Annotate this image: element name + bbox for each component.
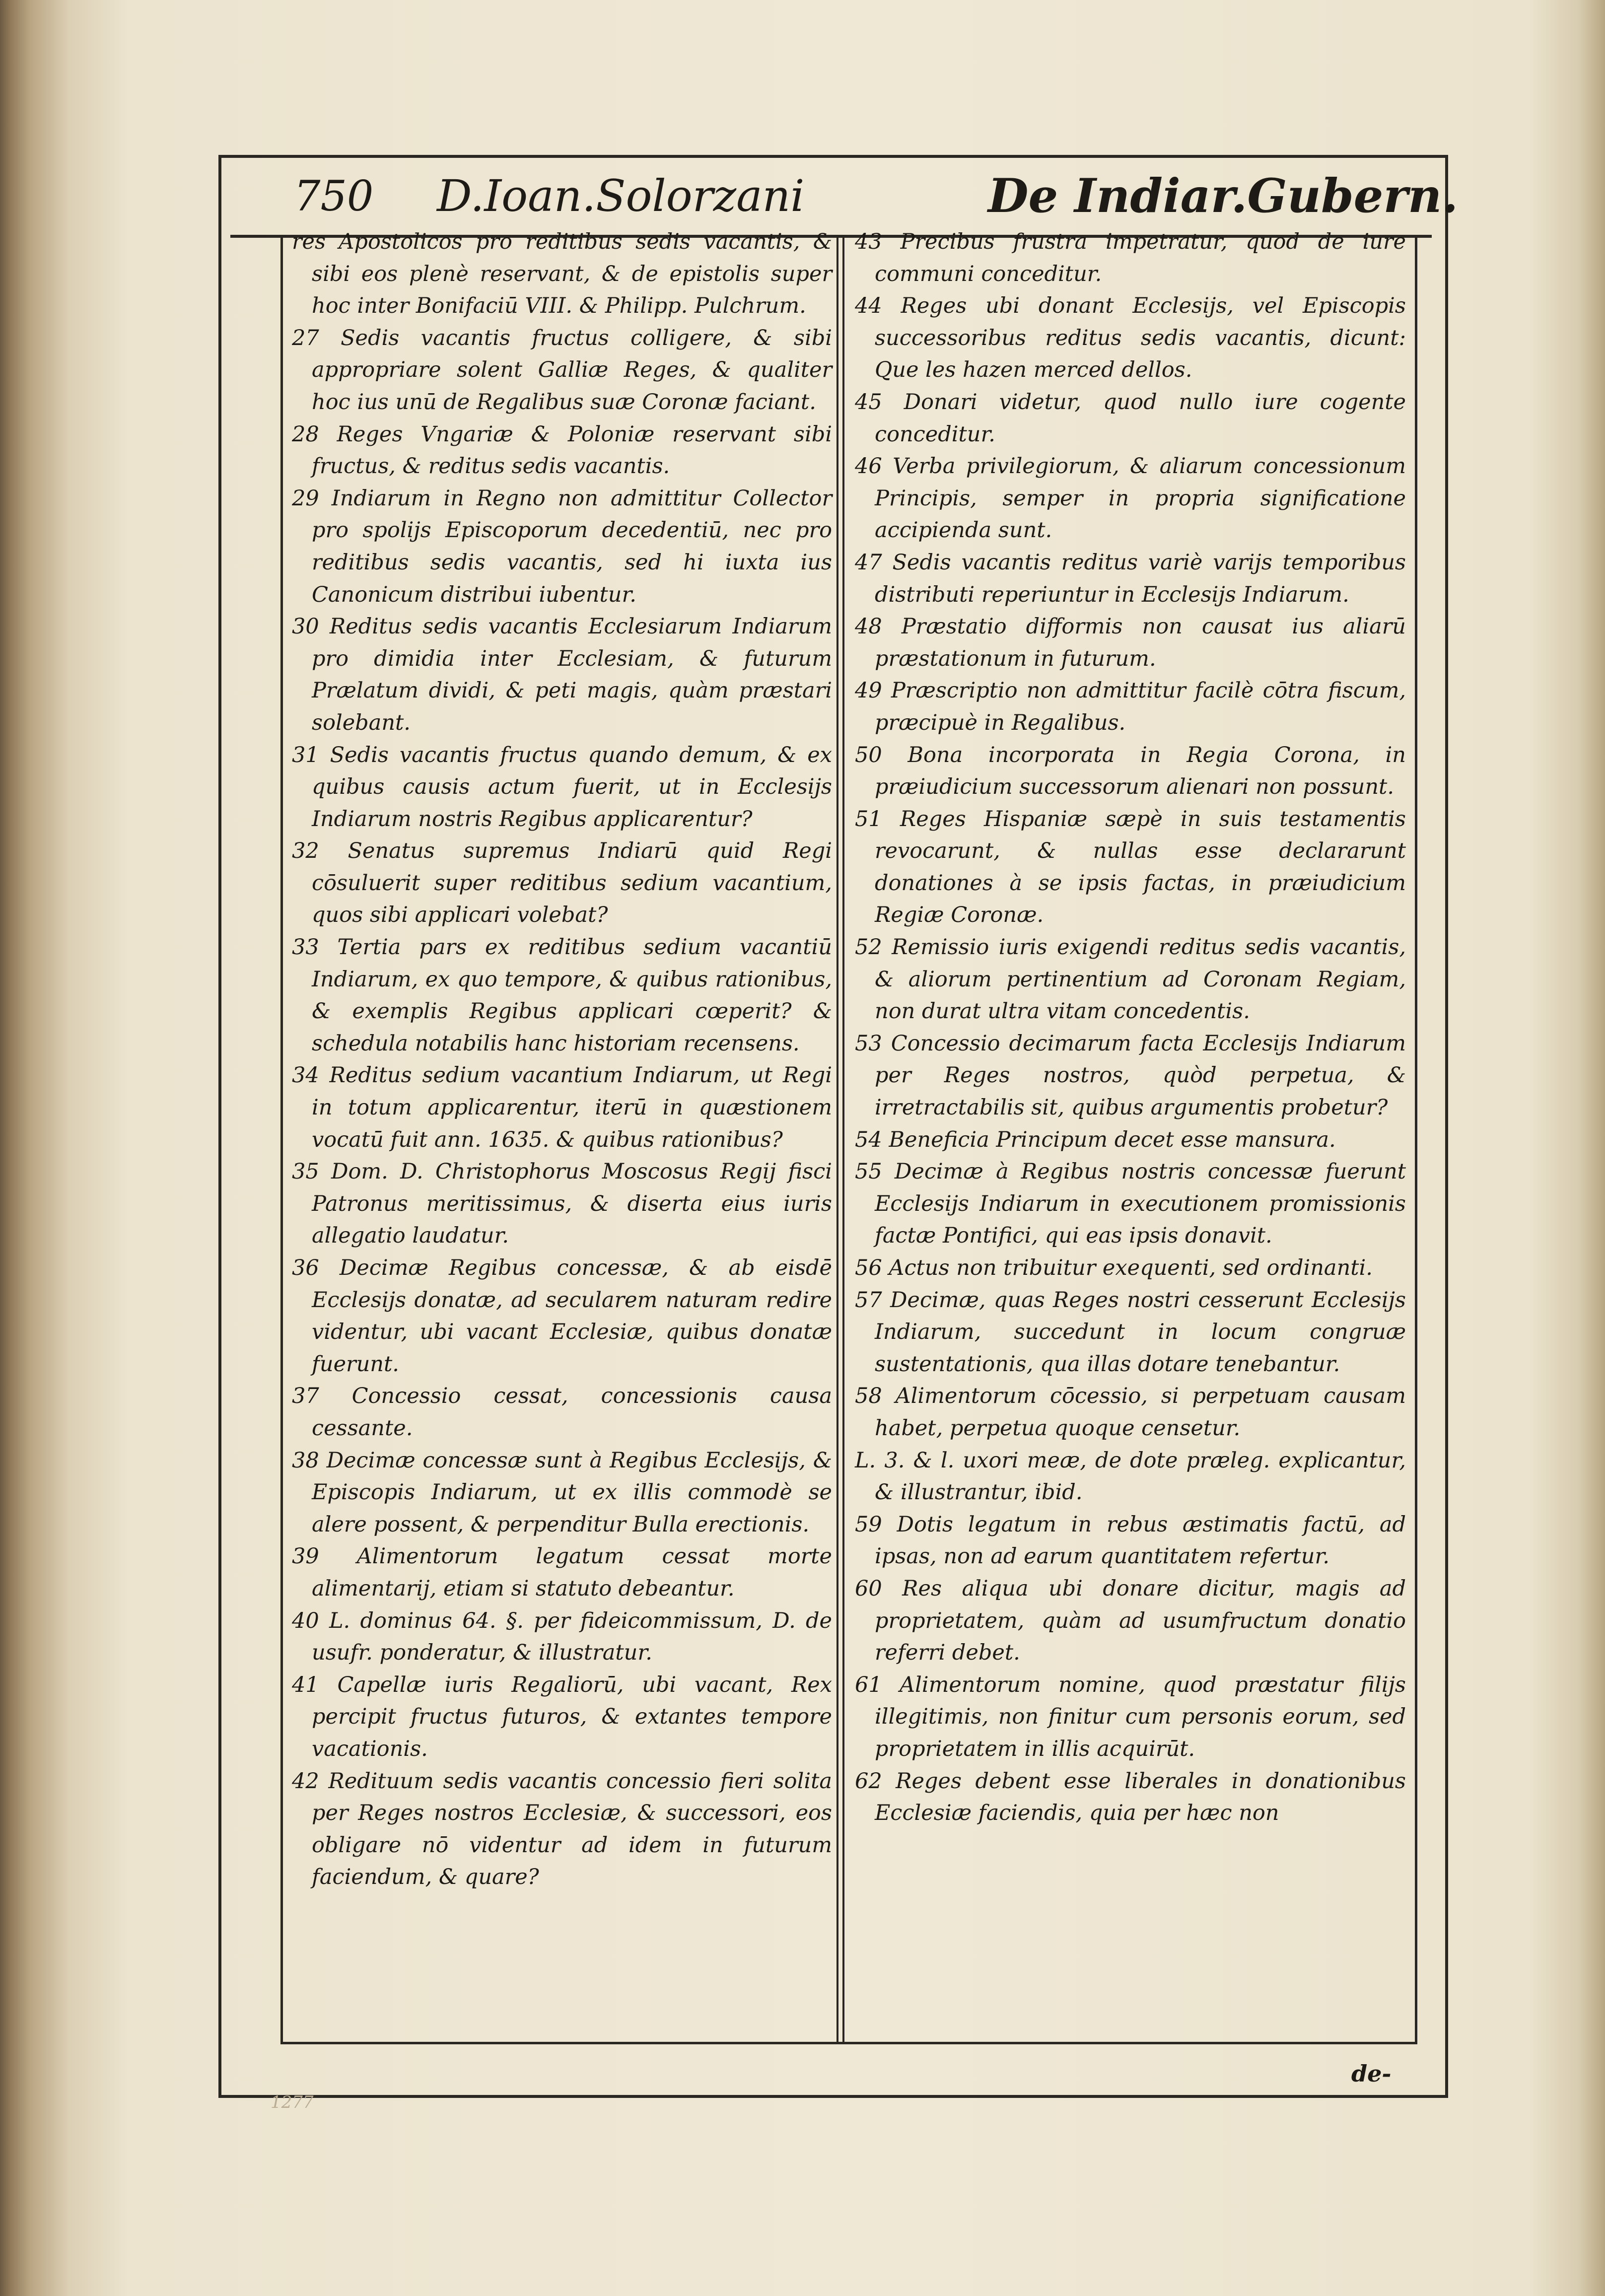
- index-entry: [855, 386, 1406, 450]
- index-entry: [855, 226, 1406, 290]
- running-head-title: De Indiar.Gubern.: [988, 169, 1459, 223]
- index-entry: [292, 931, 832, 1059]
- entry-text: Reges debent esse liberales in donationibus Ecclesiæ faciendis, quia per hæc non: [875, 1768, 1406, 1826]
- entry-number: 62: [855, 1768, 882, 1794]
- entry-number: 51: [855, 806, 882, 832]
- entry-text: Reditus sedis vacantis Ecclesiarum Indiarum pro dimidia inter Ecclesiam, & futurum Prælatum dividi, & peti magis, quàm præstari solebant.: [312, 614, 833, 735]
- entry-text: Præscriptio non admittitur facilè cōtra fiscum, præcipuè in Regalibus.: [875, 678, 1406, 735]
- entry-number: 28: [292, 421, 319, 447]
- index-entry: [855, 1028, 1406, 1124]
- entry-number: 31: [292, 742, 319, 767]
- index-entry: [855, 1380, 1406, 1444]
- entry-text: Alimentorum nomine, quod præstatur filijs illegitimis, non finitur cum personis eorum, sed proprietatem in illis acquirūt.: [875, 1672, 1406, 1761]
- entry-number: 35: [292, 1159, 319, 1184]
- entry-number: 33: [292, 935, 319, 960]
- index-entry: [292, 1540, 832, 1604]
- margin-stamp: 1277: [271, 2092, 314, 2112]
- entry-number: 61: [855, 1672, 882, 1697]
- entry-number: 60: [855, 1576, 882, 1601]
- entry-text: Reges Vngariæ & Poloniæ reservant sibi fructus, & reditus sedis vacantis.: [312, 421, 832, 479]
- index-entry: [292, 1252, 832, 1380]
- entry-text: Decimæ, quas Reges nostri cesserunt Ecclesijs Indiarum, succedunt in locum congruæ sustentationis, qua illas dotare tenebantur.: [875, 1287, 1406, 1377]
- right-column: [855, 226, 1406, 1829]
- index-entry: [855, 290, 1406, 386]
- index-entry: [292, 611, 832, 739]
- entry-text: Tertia pars ex reditibus sedium vacantiū Indiarum, ex quo tempore, & quibus rationibus, & exemplis Regibus applicari cœperit? & schedula notabilis hanc historiam recensens.: [312, 935, 832, 1056]
- entry-number: 53: [855, 1031, 882, 1056]
- entry-number: 29: [292, 486, 319, 511]
- index-entry: [292, 418, 832, 483]
- entry-number: 36: [292, 1255, 319, 1280]
- entry-number: 43: [855, 229, 882, 254]
- entry-number: 45: [855, 389, 882, 415]
- entry-text: Dotis legatum in rebus æstimatis factū, ad ipsas, non ad earum quantitatem refertur.: [875, 1512, 1406, 1569]
- entry-text: Concessio decimarum facta Ecclesijs Indiarum per Reges nostros, quòd perpetua, & irretractabilis sit, quibus argumentis probetur?: [875, 1031, 1406, 1120]
- running-head-author: D.Ioan.Solorzani: [437, 170, 805, 221]
- entry-text: Præstatio difformis non causat ius aliarū præstationum in futurum.: [875, 614, 1406, 671]
- entry-number: 30: [292, 614, 319, 639]
- entry-text: Indiarum in Regno non admittitur Collector pro spolijs Episcoporum decedentiū, nec pro reditibus sedis vacantis, sed hi iuxta ius Canonicum distribui iubentur.: [312, 486, 832, 607]
- catchword: de-: [1351, 2060, 1392, 2087]
- entry-number: 37: [292, 1384, 319, 1409]
- entry-text: Concessio cessat, concessionis causa cessante.: [312, 1384, 833, 1441]
- entry-text: Sedis vacantis fructus colligere, & sibi appropriare solent Galliæ Reges, & qualiter hoc ius unū de Regalibus suæ Coronæ faciant.: [312, 325, 832, 415]
- entry-text: Dom. D. Christophorus Moscosus Regij fisci Patronus meritissimus, & diserta eius iuris allegatio laudatur.: [312, 1159, 832, 1249]
- entry-number: 42: [292, 1768, 319, 1794]
- entry-text: Decimæ concessæ sunt à Regibus Ecclesijs, & Episcopis Indiarum, ut ex illis commodè se alere possent, & perpenditur Bulla erectionis.: [312, 1448, 832, 1537]
- entry-number: 34: [292, 1063, 319, 1088]
- entry-text: Bona incorporata in Regia Corona, in præiudicium successorum alienari non possunt.: [875, 742, 1406, 800]
- index-entry: [292, 1059, 832, 1156]
- entry-number: 52: [855, 935, 882, 960]
- entry-text: Reges ubi donant Ecclesijs, vel Episcopis successoribus reditus sedis vacantis, dicunt: Que les hazen merced dellos.: [875, 293, 1406, 383]
- index-entry: [292, 483, 832, 611]
- entry-number: 58: [855, 1384, 882, 1409]
- index-entry: [855, 547, 1406, 611]
- index-entry: [855, 1156, 1406, 1252]
- index-entry: [292, 835, 832, 931]
- entry-text: L. 3. & l. uxori meæ, de dote præleg. explicantur, & illustrantur, ibid.: [855, 1448, 1406, 1505]
- index-entry: [292, 1765, 832, 1893]
- index-entry: [292, 1445, 832, 1541]
- index-entry: [292, 322, 832, 418]
- left-column: [292, 226, 832, 1893]
- index-entry: [855, 1573, 1406, 1669]
- index-entry: [292, 1380, 832, 1444]
- index-entry: [292, 1669, 832, 1765]
- index-entry: [292, 1156, 832, 1252]
- index-entry: [855, 1765, 1406, 1829]
- index-entry: [292, 1605, 832, 1669]
- column-divider: [837, 235, 844, 2042]
- entry-number: 44: [855, 293, 882, 319]
- right-index-list: [855, 226, 1406, 1829]
- index-entry: [855, 1124, 1406, 1156]
- entry-text: Beneficia Principum decet esse mansura.: [889, 1127, 1336, 1152]
- entry-text: L. dominus 64. §. per fideicommissum, D. de usufr. ponderatur, & illustratur.: [312, 1608, 832, 1666]
- entry-text: Redituum sedis vacantis concessio fieri solita per Reges nostros Ecclesiæ, & successori, eos obligare nō videntur ad idem in futurum faciendum, & quare?: [312, 1768, 832, 1890]
- entry-number: 40: [292, 1608, 319, 1633]
- entry-text: Verba privilegiorum, & aliarum concessionum Principis, semper in propria significatione accipienda sunt.: [875, 454, 1406, 543]
- left-index-list: [292, 226, 832, 1893]
- entry-number: 41: [292, 1672, 319, 1697]
- entry-number: 46: [855, 454, 882, 479]
- entry-text: Alimentorum cōcessio, si perpetuam causam habet, perpetua quoque censetur.: [875, 1384, 1406, 1441]
- index-entry: [855, 1509, 1406, 1573]
- index-entry: [855, 611, 1406, 675]
- entry-text: Actus non tribuitur exequenti, sed ordinanti.: [889, 1255, 1373, 1280]
- entry-text: Donari videtur, quod nullo iure cogente conceditur.: [875, 389, 1406, 447]
- entry-number: 55: [855, 1159, 882, 1184]
- entry-number: 57: [855, 1287, 882, 1313]
- entry-text: Sedis vacantis reditus variè varijs temporibus distributi reperiuntur in Ecclesijs Indiarum.: [875, 550, 1406, 607]
- entry-number: 49: [855, 678, 882, 703]
- index-entry: [855, 739, 1406, 803]
- entry-number: 59: [855, 1512, 882, 1537]
- entry-number: 32: [292, 838, 319, 864]
- entry-number: 54: [855, 1127, 882, 1152]
- index-entry: [855, 450, 1406, 547]
- index-entry: [855, 675, 1406, 739]
- entry-text: Alimentorum legatum cessat morte alimentarij, etiam si statuto debeantur.: [312, 1544, 832, 1601]
- page-number: 750: [294, 172, 374, 220]
- entry-text: Capellæ iuris Regaliorū, ubi vacant, Rex percipit fructus futuros, & extantes tempore vacationis.: [312, 1672, 832, 1761]
- entry-text: Sedis vacantis fructus quando demum, & ex quibus causis actum fuerit, ut in Ecclesijs Indiarum nostris Regibus applicarentur?: [312, 742, 833, 832]
- entry-number: 38: [292, 1448, 319, 1473]
- index-entry: [855, 931, 1406, 1028]
- entry-number: 48: [855, 614, 882, 639]
- entry-text: Decimæ à Regibus nostris concessæ fuerunt Ecclesijs Indiarum in executionem promissionis factæ Pontifici, qui eas ipsis donavit.: [875, 1159, 1406, 1249]
- entry-number: 56: [855, 1255, 882, 1280]
- index-entry: [855, 1669, 1406, 1765]
- entry-text: Decimæ Regibus concessæ, & ab eisdē Ecclesijs donatæ, ad secularem naturam redire videntur, ubi vacant Ecclesiæ, quibus donatæ fuerunt.: [312, 1255, 832, 1377]
- entry-number: 27: [292, 325, 319, 350]
- index-entry: [292, 226, 832, 322]
- entry-text: Remissio iuris exigendi reditus sedis vacantis, & aliorum pertinentium ad Coronam Regiam, non durat ultra vitam concedentis.: [875, 935, 1406, 1024]
- entry-text: Res aliqua ubi donare dicitur, magis ad proprietatem, quàm ad usumfructum donatio referri debet.: [875, 1576, 1406, 1666]
- entry-text: Reges Hispaniæ sæpè in suis testamentis revocarunt, & nullas esse declararunt donationes à se ipsis factas, in præiudicium Regiæ Coronæ.: [875, 806, 1406, 928]
- entry-text: res Apostolicos pro reditibus sedis vacantis, & sibi eos plenè reservant, & de epistolis super hoc inter Bonifaciū VIII. & Philipp. Pulchrum.: [292, 229, 832, 319]
- index-entry: [855, 1252, 1406, 1284]
- entry-number: 47: [855, 550, 882, 575]
- entry-text: Senatus supremus Indiarū quid Regi cōsuluerit super reditibus sedium vacantium, quos sibi applicari volebat?: [312, 838, 832, 928]
- index-entry: [855, 803, 1406, 931]
- entry-number: 39: [292, 1544, 319, 1569]
- entry-text: Precibus frustra impetratur, quod de iure communi conceditur.: [875, 229, 1406, 286]
- index-entry: [855, 1445, 1406, 1509]
- index-entry: [855, 1284, 1406, 1381]
- index-entry: [292, 739, 832, 835]
- entry-text: Reditus sedium vacantium Indiarum, ut Regi in totum applicarentur, iterū in quæstionem vocatū fuit ann. 1635. & quibus rationibus?: [312, 1063, 832, 1152]
- entry-number: 50: [855, 742, 882, 767]
